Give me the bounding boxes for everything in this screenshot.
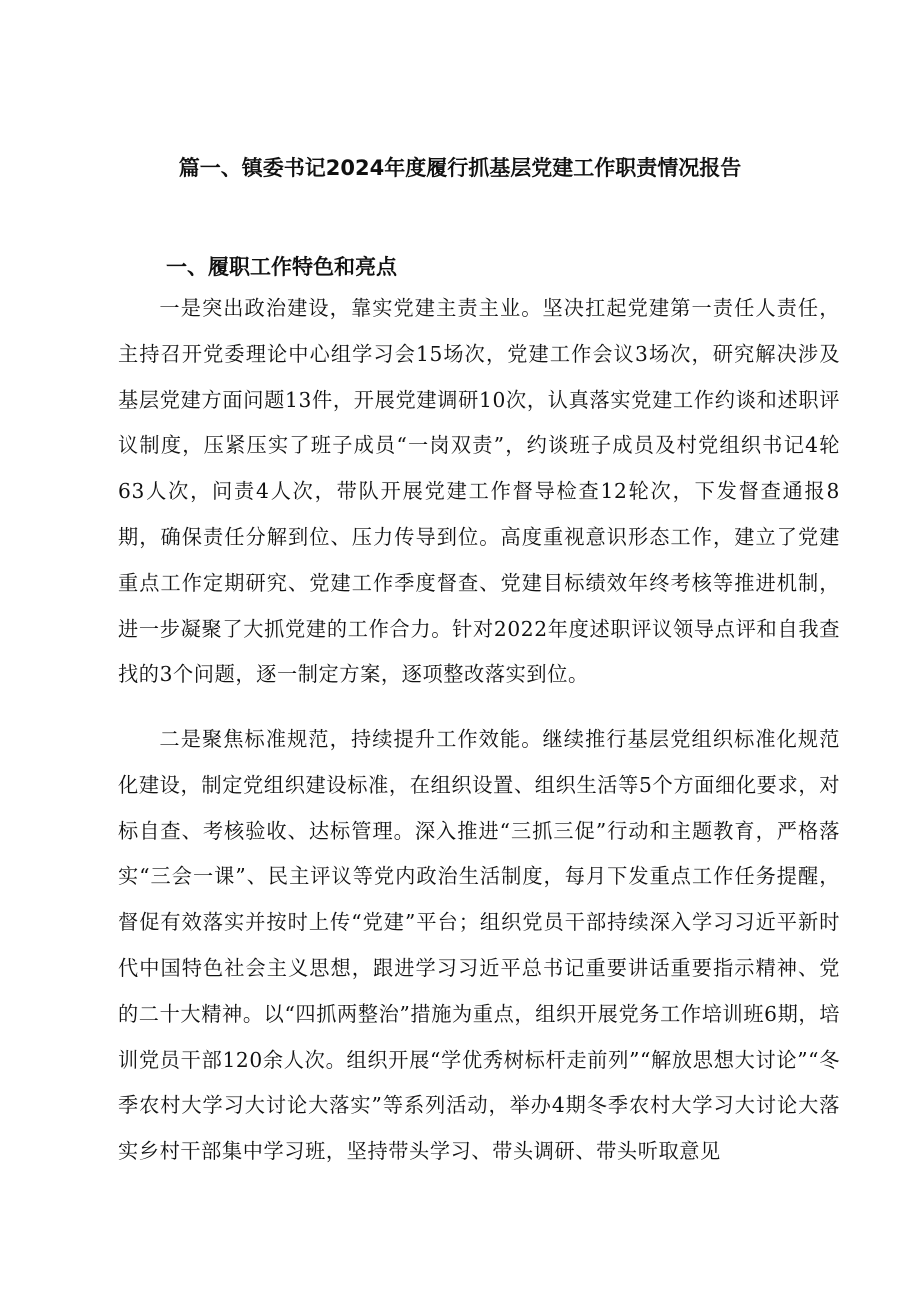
document-title: 篇一、镇委书记2024年度履行抓基层党建工作职责情况报告: [178, 156, 742, 180]
paragraph-block-1: [118, 286, 840, 698]
paragraph-block-2: [118, 717, 840, 1175]
body-paragraph: 一是突出政治建设，靠实党建主责主业。坚决扛起党建第一责任人责任，主持召开党委理论中心组学习会15场次，党建工作会议3场次，研究解决涉及基层党建方面问题13件，开展党建调研10次，认真落实党建工作约谈和述职评议制度，压紧压实了班子成员“一岗双责”，约谈班子成员及村党组织书记4轮63人次，问责4人次，带队开展党建工作督导检查12轮次，下发督查通报8期，确保责任分解到位、压力传导到位。高度重视意识形态工作，建立了党建重点工作定期研究、党建工作季度督查、党建目标绩效年终考核等推进机制，进一步凝聚了大抓党建的工作合力。针对2022年度述职评议领导点评和自我查找的3个问题，逐一制定方案，逐项整改落实到位。: [118, 296, 840, 687]
section-heading: 一、履职工作特色和亮点: [166, 255, 397, 279]
body-paragraph: 二是聚焦标准规范，持续提升工作效能。继续推行基层党组织标准化规范化建设，制定党组织建设标准，在组织设置、组织生活等5个方面细化要求，对标自查、考核验收、达标管理。深入推进“三抓三促”行动和主题教育，严格落实“三会一课”、民主评议等党内政治生活制度，每月下发重点工作任务提醒，督促有效落实并按时上传“党建”平台；组织党员干部持续深入学习习近平新时代中国特色社会主义思想，跟进学习习近平总书记重要讲话重要指示精神、党的二十大精神。以“四抓两整治”措施为重点，组织开展党务工作培训班6期，培训党员干部120余人次。组织开展“学优秀树标杆走前列”“解放思想大讨论”“冬季农村大学习大讨论大落实”等系列活动，举办4期冬季农村大学习大讨论大落实乡村干部集中学习班，坚持带头学习、带头调研、带头听取意见: [118, 727, 840, 1164]
